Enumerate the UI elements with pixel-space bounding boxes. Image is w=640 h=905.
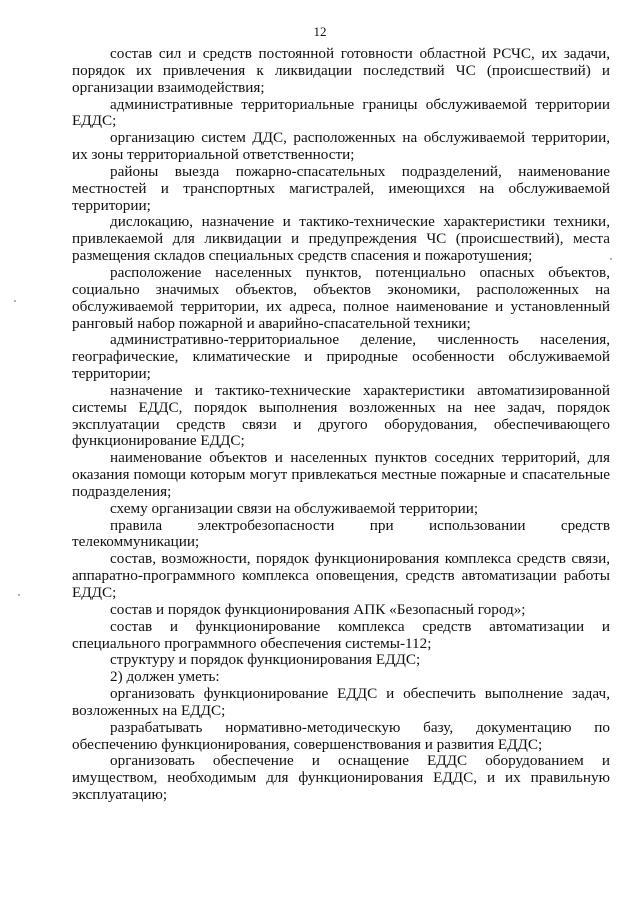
paragraph: организовать обеспечение и оснащение ЕДДС оборудованием и имуществом, необходимым для функционирования ЕДДС, и их правильную эксплуатацию; <box>72 752 610 804</box>
paragraph: наименование объектов и населенных пунктов соседних территорий, для оказания помощи которым могут привлекаться местные пожарные и спасательные подразделения; <box>72 449 610 500</box>
paragraph: расположение населенных пунктов, потенциально опасных объектов, социально значимых объектов, объектов экономики, расположенных на обслуживаемой территории, их адреса, полное наименование и установленный ранговый набор пожарной и аварийно-спасательной техники; <box>72 263 610 332</box>
scan-speck <box>610 258 612 260</box>
paragraph: состав и порядок функционирования АПК «Безопасный город»; <box>110 600 526 618</box>
paragraph: районы выезда пожарно-спасательных подразделений, наименование местностей и транспортных магистралей, имеющихся на обслуживаемой территории; <box>72 162 610 214</box>
document-body <box>72 46 610 804</box>
scan-speck <box>14 300 16 302</box>
paragraph: схему организации связи на обслуживаемой территории; <box>110 499 479 517</box>
paragraph: назначение и тактико-технические характеристики автоматизированной системы ЕДДС, порядок выполнения возложенных на нее задач, порядок эксплуатации средств связи и другого оборудования, обеспечивающего функционирование ЕДДС; <box>72 381 610 450</box>
scan-speck <box>18 594 20 596</box>
page-number: 12 <box>313 24 327 39</box>
paragraph: административно-территориальное деление, численность населения, географические, климатические и природные особенности обслуживаемой территории; <box>72 331 610 383</box>
paragraph: административные территориальные границы обслуживаемой территории ЕДДС; <box>72 95 610 130</box>
paragraph: состав и функционирование комплекса средств автоматизации и специального программного обеспечения системы-112; <box>72 617 610 652</box>
paragraph: состав сил и средств постоянной готовности областной РСЧС, их задачи, порядок их привлечения к ликвидации последствий ЧС (происшествий) и организации взаимодействия; <box>72 45 610 96</box>
paragraph: 2) должен уметь: <box>110 668 220 686</box>
paragraph: состав, возможности, порядок функционирования комплекса средств связи, аппаратно-программного комплекса оповещения, средств автоматизации работы ЕДДС; <box>72 550 610 601</box>
paragraph: организовать функционирование ЕДДС и обеспечить выполнение задач, возложенных на ЕДДС; <box>72 685 610 719</box>
paragraph: правила электробезопасности при использовании средств телекоммуникации; <box>72 516 610 551</box>
paragraph: структуру и порядок функционирования ЕДДС; <box>110 651 421 669</box>
paragraph: дислокацию, назначение и тактико-технические характеристики техники, привлекаемой для ликвидации и предупреждения ЧС (происшествий), места размещения складов специальных средств спасения и пожаротушения; <box>72 213 610 265</box>
paragraph: организацию систем ДДС, расположенных на обслуживаемой территории, их зоны территориальной ответственности; <box>72 129 610 164</box>
paragraph: разрабатывать нормативно-методическую базу, документацию по обеспечению функционирования, совершенствования и развития ЕДДС; <box>72 718 610 753</box>
